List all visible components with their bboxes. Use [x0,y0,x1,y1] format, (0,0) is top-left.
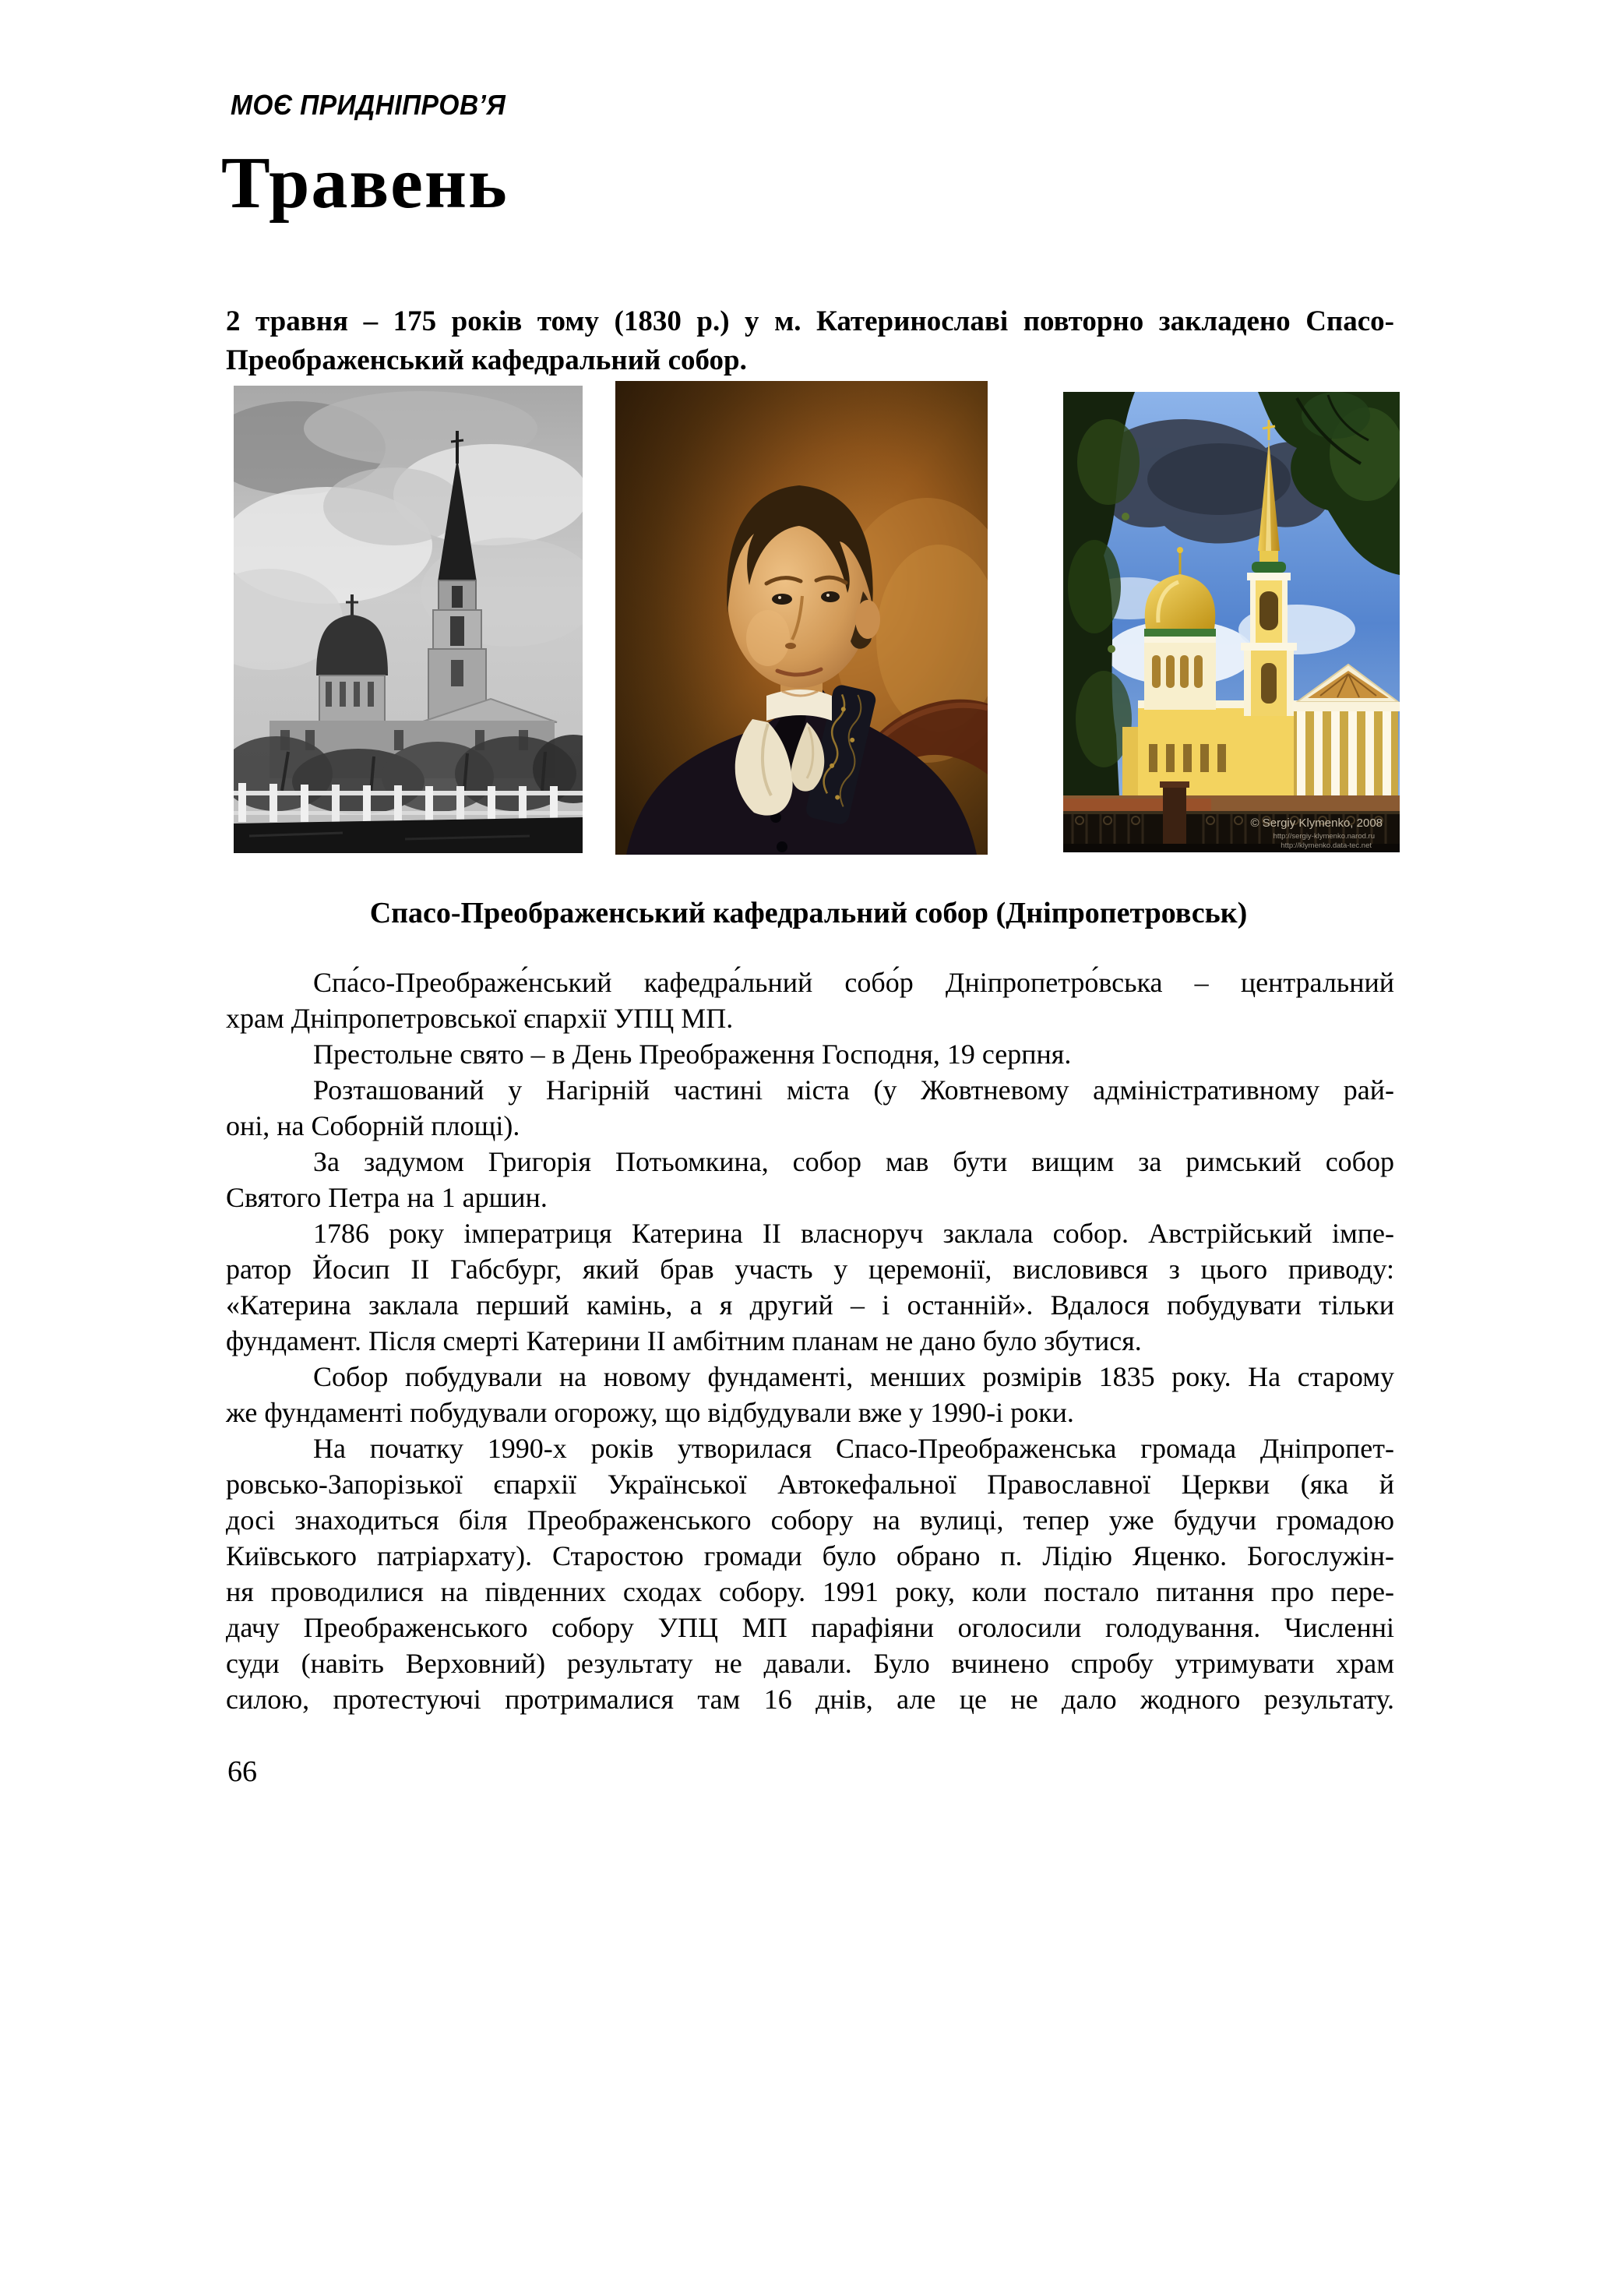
watermark-credit: © Sergiy Klymenko, 2008 [1250,816,1383,830]
body-line: силою, протестуючі протрималися там 16 днів, але це не дало жодного результату. [226,1684,1394,1715]
body-line: же фундаменті побудували огорожу, що відбудували вже у 1990-і роки. [226,1397,1074,1428]
bw-cathedral-photo [234,386,583,853]
body-line: 1786 року імператриця Катерина ІІ власноруч заклала собор. Австрійський імпе- [313,1218,1394,1249]
body-line: Розташований у Нагірній частині міста (у Жовтневому адміністративному рай- [313,1074,1394,1106]
body-line: Святого Петра на 1 аршин. [226,1182,548,1213]
body-line: досі знаходиться біля Преображенського собору на вулиці, тепер уже будучи громадою [226,1504,1394,1536]
portrait-painting [615,381,988,855]
portrait-illustration [615,381,988,855]
body-line: «Катерина заклала перший камінь, а я другий – і останній». Вдалося побудувати тільки [226,1289,1394,1321]
body-line: ня проводилися на південних сходах собору. 1991 року, коли постало питання про пере- [226,1576,1394,1607]
body-line: суди (навіть Верховний) результату не давали. Було вчинено спробу утримувати храм [226,1648,1394,1679]
bw-cathedral-illustration [234,386,583,853]
body-line: Спа́со-Преображе́нський кафедра́льний собо́р Дніпропетро́вська – центральний [313,967,1394,998]
body-line: ратор Йосип ІІ Габсбург, який брав участь у церемонії, висловився з цього приводу: [226,1254,1394,1285]
page-number: 66 [227,1755,257,1788]
body-line: Собор побудували на новому фундаменті, менших розмірів 1835 року. На старому [313,1361,1394,1392]
body-line: На початку 1990-х років утворилася Спасо-Преображенська громада Дніпропет- [313,1433,1394,1464]
body-line: Київського патріархату). Старостою громади було обрано п. Лідію Яценко. Богослужін- [226,1540,1394,1571]
body-line: ровсько-Запорізької єпархії Української Автокефальної Православної Церкви (яка й [226,1469,1394,1500]
intro-paragraph [226,302,1394,380]
watermark-url-2: http://klymenko.data-tec.net [1281,841,1372,850]
body-line: дачу Преображенського собору УПЦ МП парафіяни оголосили голодування. Численні [226,1612,1394,1643]
page-title: Травень [221,143,509,224]
intro-line: Преображенський кафедральний собор. [226,344,747,376]
intro-line: 2 травня – 175 років тому (1830 р.) у м. Катеринославі повторно закладено Спасо- [226,305,1394,337]
body-line: храм Дніпропетровської єпархії УПЦ МП. [226,1003,734,1034]
body-line: оні, на Соборній площі). [226,1110,520,1141]
color-cathedral-illustration [1063,392,1400,852]
watermark-url-1: http://sergiy-klymenko.narod.ru [1273,832,1375,841]
body-line: фундамент. Після смерті Катерини ІІ амбітним планам не дано було збутися. [226,1325,1142,1356]
running-header: МОЄ ПРИДНІПРОВ’Я [231,89,506,121]
body-line: За задумом Григорія Потьомкина, собор мав бути вищим за римський собор [313,1146,1394,1177]
body-text [226,965,1394,1717]
body-line: Престольне свято – в День Преображення Господня, 19 серпня. [313,1039,1072,1070]
color-cathedral-photo [1063,392,1400,852]
figure-caption: Спасо-Преображенський кафедральний собор (Дніпропетровськ) [369,897,1248,929]
